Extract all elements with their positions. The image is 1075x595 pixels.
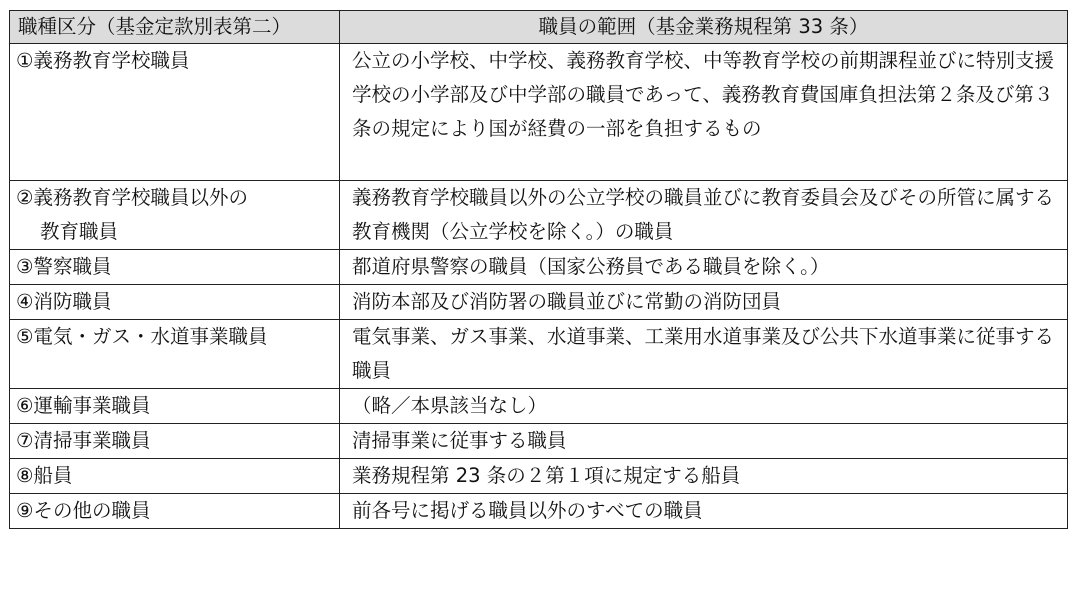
staff-category-table: [9, 10, 1068, 529]
header-category: 職種区分（基金定款別表第二）: [10, 11, 340, 44]
scope-cell: 都道府県警察の職員（国家公務員である職員を除く。）: [340, 250, 1068, 285]
category-label-continued: 教育職員: [40, 220, 119, 243]
scope-cell: 公立の小学校、中学校、義務教育学校、中等教育学校の前期課程並びに特別支援学校の小学部及び中学部の職員であって、義務教育費国庫負担法第２条及び第３条の規定により国が経費の一部を負担するもの: [340, 44, 1068, 181]
category-cell: [10, 459, 340, 494]
table-row: [10, 389, 1068, 424]
scope-cell: 消防本部及び消防署の職員並びに常勤の消防団員: [340, 285, 1068, 320]
category-cell: [10, 250, 340, 285]
scope-cell: 清掃事業に従事する職員: [340, 424, 1068, 459]
table-row: [10, 320, 1068, 389]
table-row: [10, 494, 1068, 529]
category-cell: [10, 320, 340, 389]
category-label: ②義務教育学校職員以外の: [16, 186, 248, 209]
category-label: ①義務教育学校職員: [16, 49, 190, 72]
category-label: ③警察職員: [16, 255, 112, 278]
scope-cell: 電気事業、ガス事業、水道事業、工業用水道事業及び公共下水道事業に従事する職員: [340, 320, 1068, 389]
category-cell: [10, 181, 340, 250]
scope-cell: 義務教育学校職員以外の公立学校の職員並びに教育委員会及びその所管に属する教育機関（公立学校を除く。）の職員: [340, 181, 1068, 250]
category-cell: [10, 285, 340, 320]
category-label: ⑧船員: [16, 464, 73, 487]
table-row: [10, 459, 1068, 494]
table-row: [10, 44, 1068, 181]
category-label: ④消防職員: [16, 290, 112, 313]
table-row: [10, 285, 1068, 320]
category-label: ⑨その他の職員: [16, 499, 151, 522]
category-label: ⑦清掃事業職員: [16, 429, 151, 452]
table-header-row: [10, 11, 1068, 44]
category-cell: [10, 389, 340, 424]
table-row: [10, 424, 1068, 459]
header-scope: 職員の範囲（基金業務規程第 33 条）: [340, 11, 1068, 44]
category-cell: [10, 44, 340, 181]
category-label: ⑤電気・ガス・水道事業職員: [16, 325, 268, 348]
category-cell: [10, 424, 340, 459]
category-cell: [10, 494, 340, 529]
table-row: [10, 250, 1068, 285]
category-label: ⑥運輸事業職員: [16, 394, 151, 417]
scope-cell: （略／本県該当なし）: [340, 389, 1068, 424]
table-row: [10, 181, 1068, 250]
document-table-wrapper: [9, 10, 1067, 529]
scope-cell: 業務規程第 23 条の２第１項に規定する船員: [340, 459, 1068, 494]
scope-cell: 前各号に掲げる職員以外のすべての職員: [340, 494, 1068, 529]
